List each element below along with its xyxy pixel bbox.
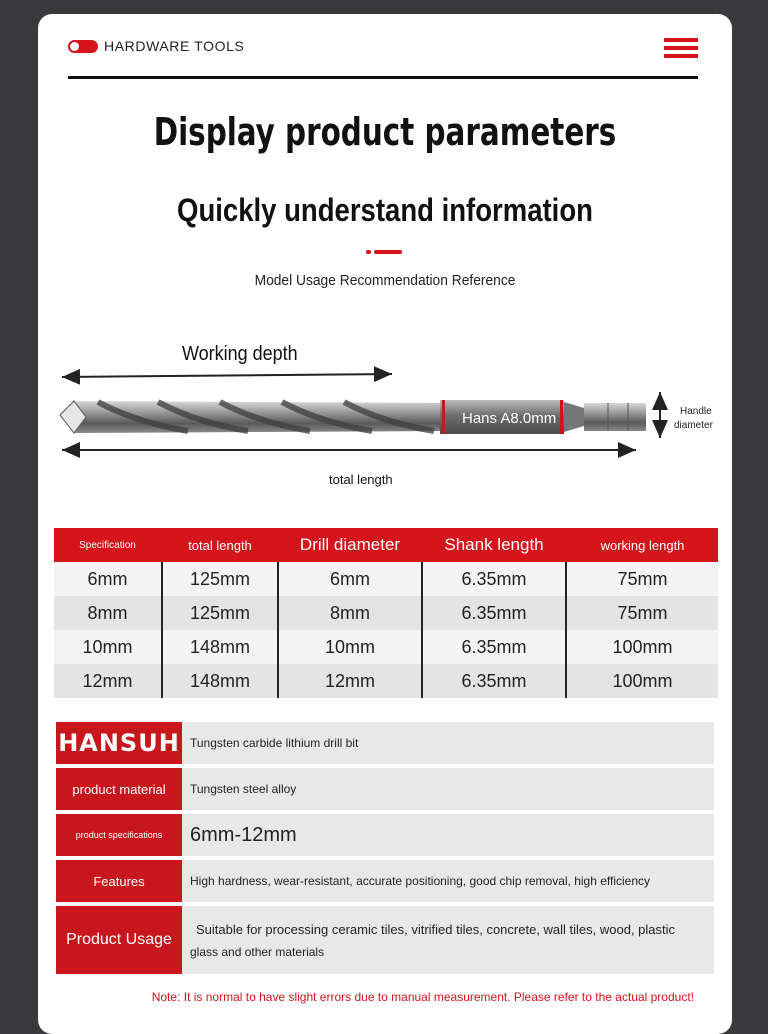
total-length-label: total length	[329, 472, 393, 487]
material-label: product material	[56, 768, 182, 810]
toggle-pill-icon	[68, 40, 98, 53]
header-bar	[68, 38, 698, 78]
drill-bit-diagram	[38, 314, 732, 504]
features-value: High hardness, wear-resistant, accurate positioning, good chip removal, high efficiency	[182, 860, 714, 902]
cell-shank-length: 6.35mm	[422, 630, 566, 664]
working-depth-label: Working depth	[182, 343, 298, 366]
cell-specification: 12mm	[54, 664, 162, 698]
cell-total-length: 148mm	[162, 664, 278, 698]
cell-specification: 8mm	[54, 596, 162, 630]
cell-drill-diameter: 6mm	[278, 562, 422, 596]
page-title: Display product parameters	[153, 110, 617, 154]
header-total-length: total length	[162, 528, 278, 562]
cell-drill-diameter: 12mm	[278, 664, 422, 698]
drill-bit-image	[60, 400, 646, 434]
table-row	[54, 596, 718, 630]
usage-value-line2: glass and other materials	[190, 944, 325, 959]
info-row-usage	[56, 906, 714, 974]
table-row	[54, 664, 718, 698]
usage-value	[182, 906, 714, 974]
shank-marking: Hans A8.0mm	[462, 410, 557, 427]
info-row-brand	[56, 722, 714, 764]
handle-diameter-label-line1: Handle	[680, 406, 712, 417]
material-value: Tungsten steel alloy	[182, 768, 714, 810]
cell-shank-length: 6.35mm	[422, 664, 566, 698]
info-row-material	[56, 768, 714, 810]
spec-table	[54, 528, 718, 698]
table-row	[54, 562, 718, 596]
features-label: Features	[56, 860, 182, 902]
brand-name: HARDWARE TOOLS	[104, 38, 245, 54]
handle-diameter-label-line2: diameter	[674, 420, 713, 431]
header-specification: Specification	[54, 528, 162, 562]
cell-total-length: 125mm	[162, 562, 278, 596]
specifications-label: product specifications	[56, 814, 182, 856]
header-divider	[68, 76, 698, 79]
brand-value: Tungsten carbide lithium drill bit	[182, 722, 714, 764]
brand-logo	[56, 722, 182, 764]
info-row-features	[56, 860, 714, 902]
measurement-note: Note: It is normal to have slight errors due to manual measurement. Please refer to the actual product!	[151, 990, 694, 1004]
hamburger-menu-icon[interactable]	[664, 38, 698, 62]
info-row-specifications	[56, 814, 714, 856]
cell-working-length: 75mm	[566, 562, 718, 596]
cell-specification: 10mm	[54, 630, 162, 664]
product-page	[38, 14, 732, 1034]
cell-working-length: 100mm	[566, 664, 718, 698]
usage-label: Product Usage	[56, 906, 182, 974]
table-row	[54, 630, 718, 664]
model-reference-subtitle: Model Usage Recommendation Reference	[254, 272, 516, 289]
cell-shank-length: 6.35mm	[422, 596, 566, 630]
spec-table-header	[54, 528, 718, 562]
header-working-length: working length	[566, 528, 718, 562]
cell-specification: 6mm	[54, 562, 162, 596]
cell-total-length: 125mm	[162, 596, 278, 630]
cell-drill-diameter: 8mm	[278, 596, 422, 630]
header-shank-length: Shank length	[422, 528, 566, 562]
page-secondary-title: Quickly understand information	[177, 192, 593, 228]
red-dash-divider	[366, 250, 402, 254]
usage-value-line1: Suitable for processing ceramic tiles, vitrified tiles, concrete, wall tiles, wood, plastic	[196, 921, 676, 937]
working-depth-arrow	[62, 374, 392, 377]
cell-working-length: 75mm	[566, 596, 718, 630]
header-drill-diameter: Drill diameter	[278, 528, 422, 562]
brand-logo-text: HANSUH	[58, 729, 180, 757]
specifications-value: 6mm-12mm	[182, 814, 714, 856]
cell-shank-length: 6.35mm	[422, 562, 566, 596]
cell-drill-diameter: 10mm	[278, 630, 422, 664]
cell-working-length: 100mm	[566, 630, 718, 664]
cell-total-length: 148mm	[162, 630, 278, 664]
